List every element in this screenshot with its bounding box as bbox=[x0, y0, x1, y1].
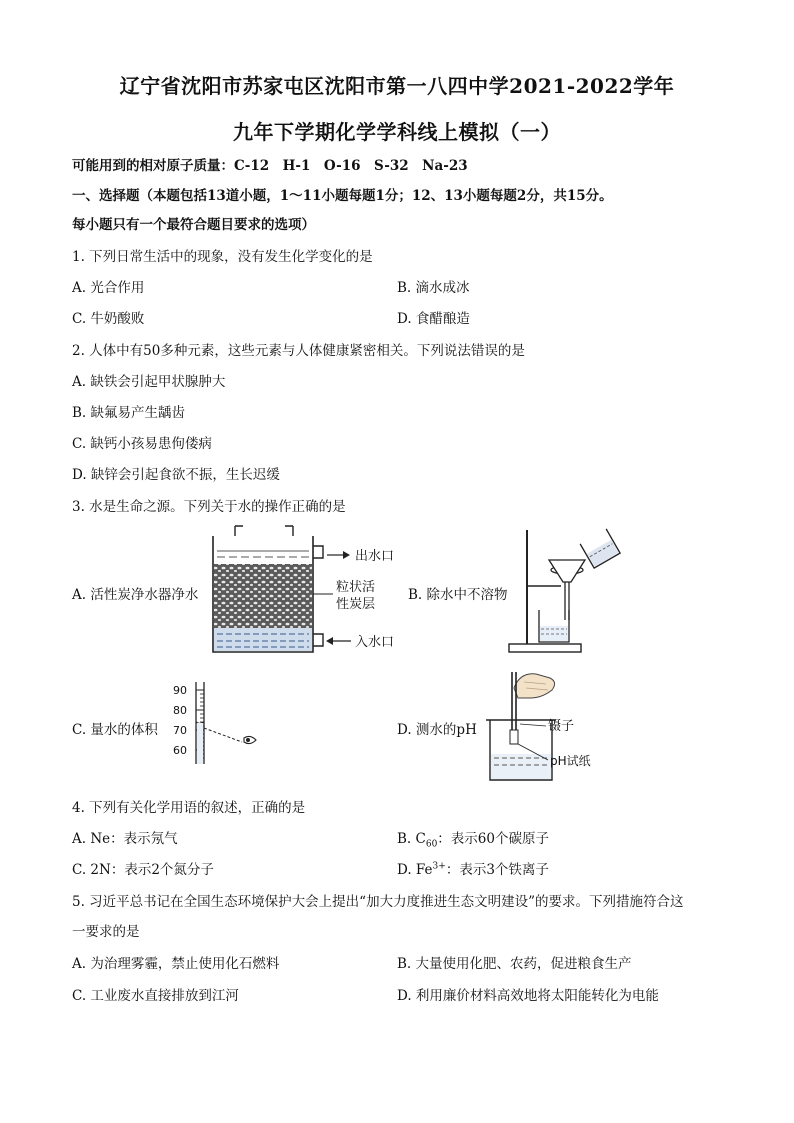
q4-option-d: D. $Fe^{3+}$：表示3个铁离子 bbox=[397, 861, 549, 878]
q1-option-d: D. 食醋酿造 bbox=[397, 311, 470, 327]
tick-70: 70 bbox=[173, 724, 187, 737]
inlet-label: 入水口 bbox=[355, 635, 395, 650]
carbon-label-1: 粒状活 bbox=[336, 580, 376, 595]
tweezers-label: 镊子 bbox=[548, 719, 575, 734]
exam-title-line1: 辽宁省沈阳市苏家屯区沈阳市第一八四中学2021-2022学年 bbox=[119, 74, 675, 98]
q4-option-b: B. $C_{60}$：表示60个碳原子 bbox=[397, 831, 549, 850]
tick-60: 60 bbox=[173, 744, 187, 757]
exam-title-line2: 九年下学期化学学科线上模拟（一） bbox=[233, 120, 561, 144]
q5-option-d: D. 利用廉价材料高效地将太阳能转化为电能 bbox=[397, 988, 659, 1004]
q1-option-b: B. 滴水成冰 bbox=[397, 280, 470, 296]
ph-paper-label: pH试纸 bbox=[550, 754, 591, 768]
hand-icon bbox=[514, 674, 555, 698]
carbon-layer-shape bbox=[214, 564, 312, 628]
q2-option-d: D. 缺锌会引起食欲不振，生长迟缓 bbox=[72, 467, 280, 483]
cylinder-reading-figure bbox=[168, 680, 268, 765]
tick-90: 90 bbox=[173, 684, 187, 697]
q1-option-c: C. 牛奶酸败 bbox=[72, 311, 145, 327]
eye-icon bbox=[244, 736, 256, 743]
tick-80: 80 bbox=[173, 704, 187, 717]
q5-stem-line2: 一要求的是 bbox=[72, 924, 140, 940]
filtration-figure bbox=[505, 528, 625, 658]
q2-option-c: C. 缺钙小孩易患佝偻病 bbox=[72, 436, 212, 452]
carbon-label-2: 性炭层 bbox=[336, 597, 376, 612]
q3-option-d: D. 测水的pH bbox=[397, 722, 477, 738]
q5-option-c: C. 工业废水直接排放到江河 bbox=[72, 988, 239, 1004]
q4-stem: 4. 下列有关化学用语的叙述，正确的是 bbox=[72, 800, 306, 816]
q4-option-c: C. 2N：表示2个氮分子 bbox=[72, 862, 214, 878]
q5-stem-line1: 5. 习近平总书记在全国生态环境保护大会上提出“加大力度推进生态文明建设”的要求。下列措施符合这 bbox=[72, 894, 684, 910]
atomic-masses: 可能用到的相对原子质量：C-12 H-1 O-16 S-32 Na-23 bbox=[72, 158, 468, 174]
q1-stem: 1. 下列日常生活中的现象，没有发生化学变化的是 bbox=[72, 249, 373, 265]
carbon-filter-figure bbox=[205, 524, 415, 659]
q2-option-a: A. 缺铁会引起甲状腺肿大 bbox=[72, 374, 226, 390]
section-heading-line1: 一、选择题（本题包括13道小题，1～11小题每题1分；12、13小题每题2分，共15分。 bbox=[72, 188, 613, 204]
outlet-label: 出水口 bbox=[355, 549, 395, 564]
q1-option-a: A. 光合作用 bbox=[72, 280, 145, 296]
section-heading-line2: 每小题只有一个最符合题目要求的选项） bbox=[72, 217, 315, 233]
sight-line bbox=[204, 728, 242, 742]
q5-option-a: A. 为治理雾霾，禁止使用化石燃料 bbox=[72, 956, 280, 972]
ph-test-figure bbox=[480, 668, 630, 786]
q2-option-b: B. 缺氟易产生龋齿 bbox=[72, 405, 186, 421]
q3-stem: 3. 水是生命之源。下列关于水的操作正确的是 bbox=[72, 499, 346, 515]
q5-option-b: B. 大量使用化肥、农药，促进粮食生产 bbox=[397, 956, 632, 972]
q3-option-a: A. 活性炭净水器净水 bbox=[72, 587, 199, 603]
q4-option-a: A. Ne：表示氖气 bbox=[72, 831, 178, 847]
q2-stem: 2. 人体中有50多种元素，这些元素与人体健康紧密相关。下列说法错误的是 bbox=[72, 343, 525, 359]
q3-option-c: C. 量水的体积 bbox=[72, 722, 158, 738]
q3-option-b: B. 除水中不溶物 bbox=[408, 587, 508, 603]
